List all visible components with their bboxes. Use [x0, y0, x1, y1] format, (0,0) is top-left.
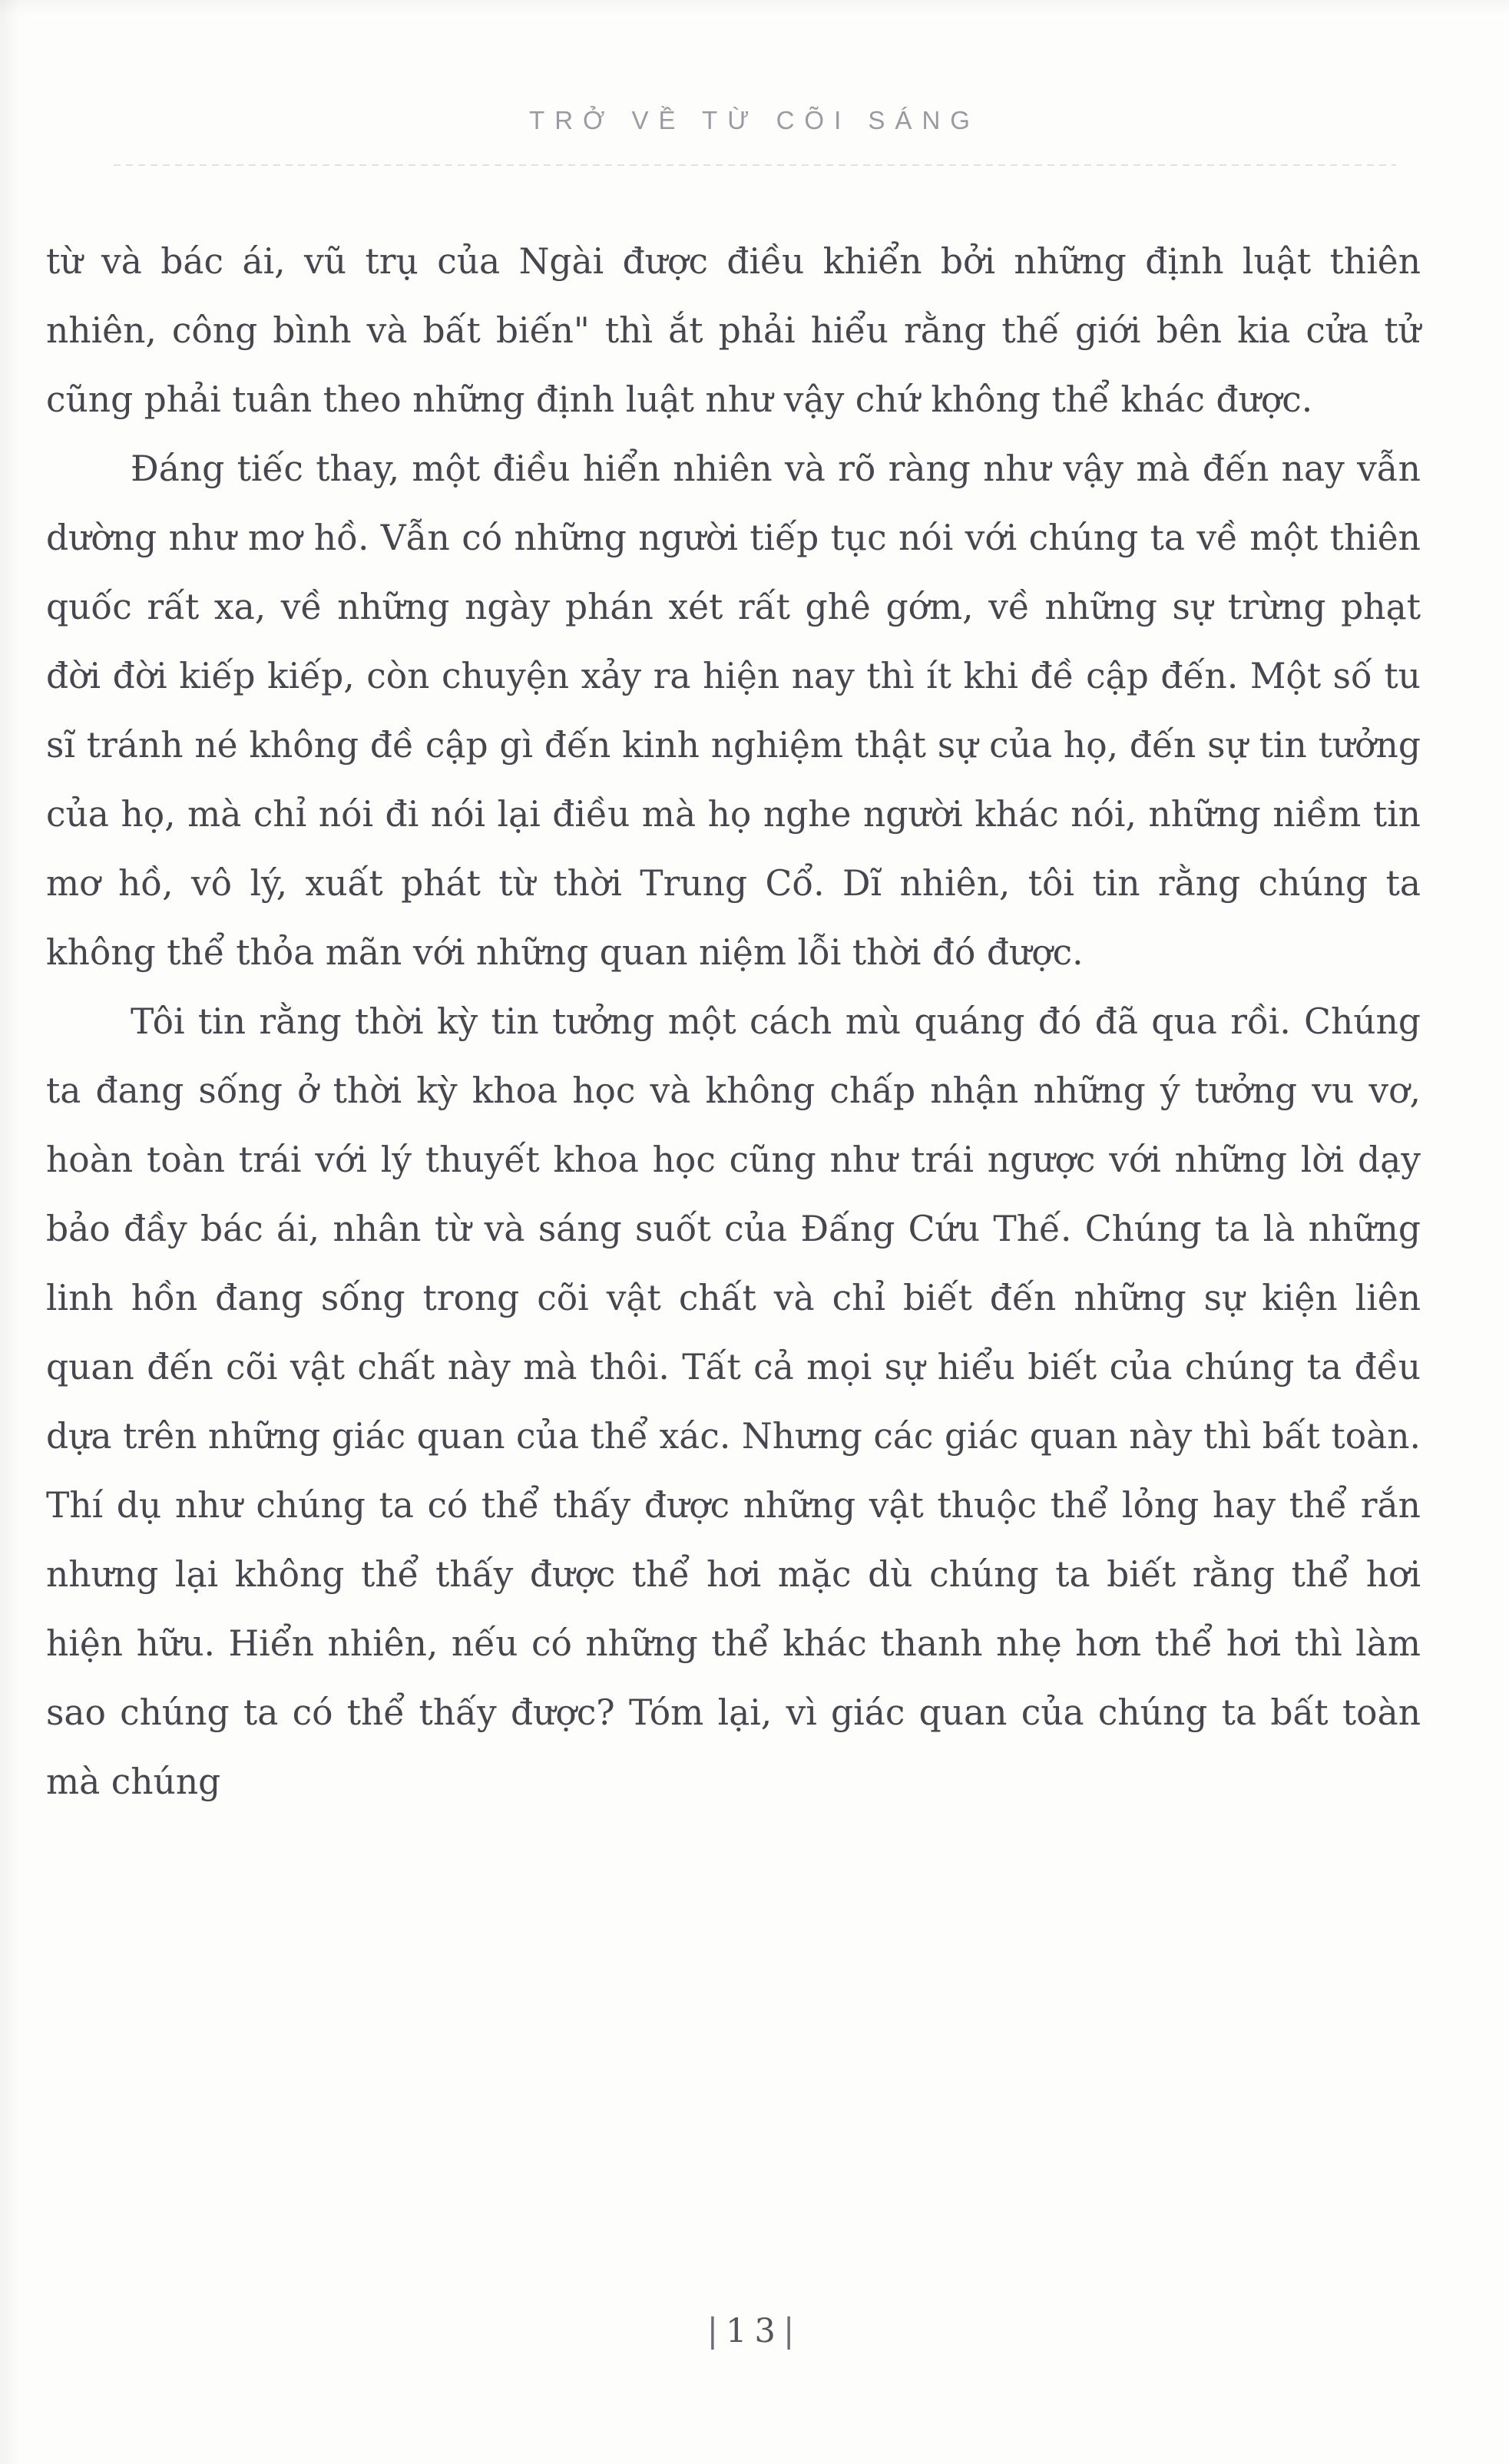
page-top-shadow [0, 0, 1509, 15]
body-text [46, 227, 1421, 1817]
running-head: TRỞ VỀ TỪ CÕI SÁNG [529, 106, 980, 134]
paragraph-1: từ và bác ái, vũ trụ của Ngài được điều khiển bởi những định luật thiên nhiên, công bình và bất biến" thì ắt phải hiểu rằng thế giới bên kia cửa tử cũng phải tuân theo những định luật như vậy chứ không thể khác được. [46, 241, 1421, 420]
header-divider [114, 164, 1396, 166]
page-number: 13 [726, 2312, 783, 2350]
paragraph-2: Đáng tiếc thay, một điều hiển nhiên và rõ ràng như vậy mà đến nay vẫn dường như mơ hồ. Vẫn có những người tiếp tục nói với chúng ta về một thiên quốc rất xa, về những ngày phán xét rất ghê gớm, về những sự trừng phạt đời đời kiếp kiếp, còn chuyện xảy ra hiện nay thì ít khi đề cập đến. Một số tu sĩ tránh né không đề cập gì đến kinh nghiệm thật sự của họ, đến sự tin tưởng của họ, mà chỉ nói đi nói lại điều mà họ nghe người khác nói, những niềm tin mơ hồ, vô lý, xuất phát từ thời Trung Cổ. Dĩ nhiên, tôi tin rằng chúng ta không thể thỏa mãn với những quan niệm lỗi thời đó được. [46, 448, 1421, 973]
paragraph-3: Tôi tin rằng thời kỳ tin tưởng một cách mù quáng đó đã qua rồi. Chúng ta đang sống ở thời kỳ khoa học và không chấp nhận những ý tưởng vu vơ, hoàn toàn trái với lý thuyết khoa học cũng như trái ngược với những lời dạy bảo đầy bác ái, nhân từ và sáng suốt của Đấng Cứu Thế. Chúng ta là những linh hồn đang sống trong cõi vật chất và chỉ biết đến những sự kiện liên quan đến cõi vật chất này mà thôi. Tất cả mọi sự hiểu biết của chúng ta đều dựa trên những giác quan của thể xác. Nhưng các giác quan này thì bất toàn. Thí dụ như chúng ta có thể thấy được những vật thuộc thể lỏng hay thể rắn nhưng lại không thể thấy được thể hơi mặc dù chúng ta biết rằng thể hơi hiện hữu. Hiển nhiên, nếu có những thể khác thanh nhẹ hơn thể hơi thì làm sao chúng ta có thể thấy được? Tóm lại, vì giác quan của chúng ta bất toàn mà chúng [46, 1001, 1421, 1802]
folio-right-bar: | [783, 2312, 802, 2350]
folio-left-bar: | [707, 2312, 726, 2350]
page-edge-shadow [0, 0, 20, 2464]
page-folio [0, 2312, 1509, 2350]
